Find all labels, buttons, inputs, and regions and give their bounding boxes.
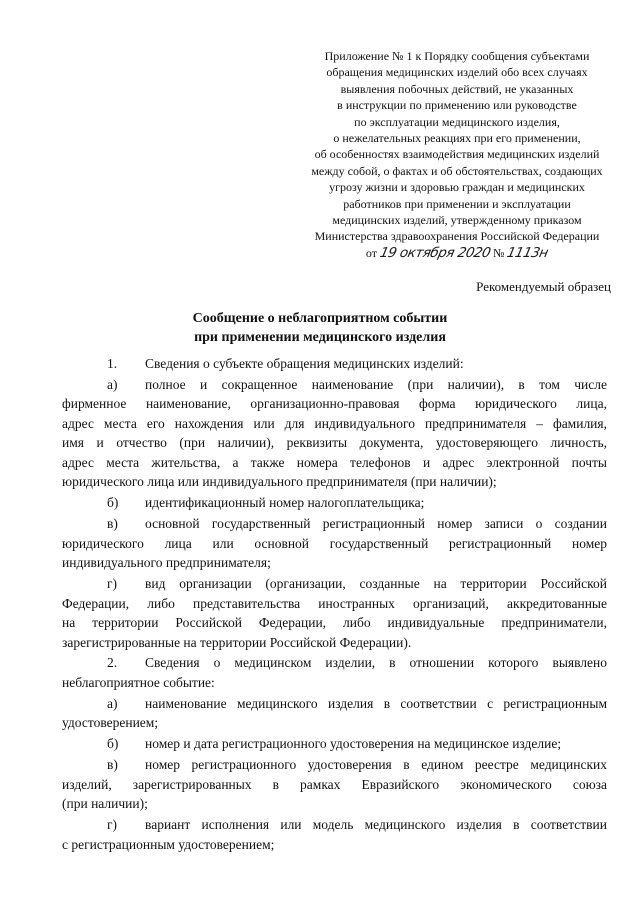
list-item-last-line: юридического лица или индивидуального предпринимателя (при наличии); [62,474,497,490]
list-item-line: изделий, зарегистрированных в рамках Евразийского экономического союза [62,776,607,792]
section-number: 2. [107,655,118,671]
list-item-last-line: индивидуального предпринимателя; [62,555,271,571]
list-item-line: юридического лица или основной государственный регистрационный номер [62,535,607,551]
list-item-last-line: зарегистрированные на территории Российской Федерации). [62,634,412,650]
section-heading [62,653,607,673]
appendix-line: обращения медицинских изделий обо всех случаях [326,65,588,80]
handwritten-date: 19 октября 2020 [378,244,492,261]
list-item-marker: а) [107,376,118,392]
list-item-text: вариант исполнения или модель медицинского изделия в соответствии [145,817,607,833]
list-item-text: основной государственный регистрационный номер записи о создании [145,516,607,532]
list-item [62,493,607,513]
date-prefix: от [365,245,377,260]
list-item-first-line [62,694,607,714]
list-item-first-line [62,493,607,513]
list-item-text: наименование медицинского изделия в соответствии с регистрационным [145,695,607,711]
list-item-text: номер регистрационного удостоверения в едином реестре медицинских [145,757,607,773]
title-line-2: при применении медицинского изделия [194,330,446,345]
appendix-line: медицинских изделий, утвержденному приказом [332,213,582,228]
section [62,354,607,374]
list-item-marker: в) [107,757,118,773]
appendix-line: выявления побочных действий, не указанных [340,81,574,96]
number-sign: № [493,245,505,260]
list-item [62,694,607,733]
appendix-line: в инструкции по применению или руководстве [337,98,577,113]
list-item [62,734,607,754]
appendix-line: работников при применении и эксплуатации [343,196,571,211]
list-item-first-line [62,755,607,775]
list-item-line: на территории Российской Федерации, либо индивидуальные предприниматели, [62,615,607,631]
section-text-continuation: неблагоприятное событие: [62,674,215,690]
list-item-first-line [62,574,607,594]
list-item-text: идентификационный номер налогоплательщика; [145,495,425,511]
appendix-line: об особенностях взаимодействия медицинских изделий [314,147,600,162]
list-item-first-line [62,375,607,395]
recommended-sample-label: Рекомендуемый образец [476,279,611,294]
section-number: 1. [107,356,118,371]
list-item-first-line [62,815,607,835]
list-item-line: имя и отчество (при наличии), реквизиты документа, удостоверяющего личность, [62,435,607,451]
list-item [62,574,607,652]
list-item [62,375,607,492]
list-item-first-line [62,734,607,754]
list-item-text: полное и сокращенное наименование (при наличии), в том числе [145,376,607,392]
document-body [62,354,607,855]
appendix-header [287,48,627,261]
appendix-line: по эксплуатации медицинского изделия, [354,114,560,129]
section-text: Сведения о медицинском изделии, в отношении которого выявлено [145,655,607,671]
list-item-line: Федерации, либо представительства иностранных организаций, аккредитованные [62,595,607,611]
list-item [62,815,607,854]
list-item-marker: б) [107,736,119,752]
list-item [62,755,607,814]
section-heading [62,354,607,374]
list-item-marker: б) [107,495,119,511]
list-item-last-line: удостоверением; [62,715,159,731]
list-item-text: вид организации (организации, созданные на территории Российской [145,576,607,592]
section [62,653,607,692]
appendix-line: Министерства здравоохранения Российской Федерации [314,229,600,244]
handwritten-number: 1113н [505,244,550,261]
title-line-1: Сообщение о неблагоприятном событии [192,311,448,326]
list-item-text: номер и дата регистрационного удостоверения на медицинское изделие; [145,736,562,752]
list-item-marker: в) [107,516,118,532]
document-title [0,309,640,347]
list-item-last-line: с регистрационным удостоверением; [62,836,275,852]
list-item [62,514,607,573]
appendix-line: между собой, о фактах и об обстоятельствах, создающих [311,163,603,178]
list-item-first-line [62,514,607,534]
list-item-last-line: (при наличии); [62,796,148,812]
appendix-line: о нежелательных реакциях при его применении, [333,131,581,146]
list-item-line: фирменное наименование, организационно-правовая форма юридического лица, [62,396,607,412]
list-item-marker: г) [107,576,118,592]
list-item-marker: а) [107,695,118,711]
section-text: Сведения о субъекте обращения медицинских изделий: [145,356,464,371]
order-date-line [287,245,627,261]
appendix-line: Приложение № 1 к Порядку сообщения субъектами [324,49,590,63]
list-item-line: адрес места жительства, а также номера телефонов и адрес электронной почты [62,454,607,470]
list-item-marker: г) [107,817,118,833]
appendix-line: угрозу жизни и здоровью граждан и медицинских [329,180,585,195]
list-item-line: адрес места его нахождения или для индивидуального предпринимателя – фамилия, [62,415,607,431]
